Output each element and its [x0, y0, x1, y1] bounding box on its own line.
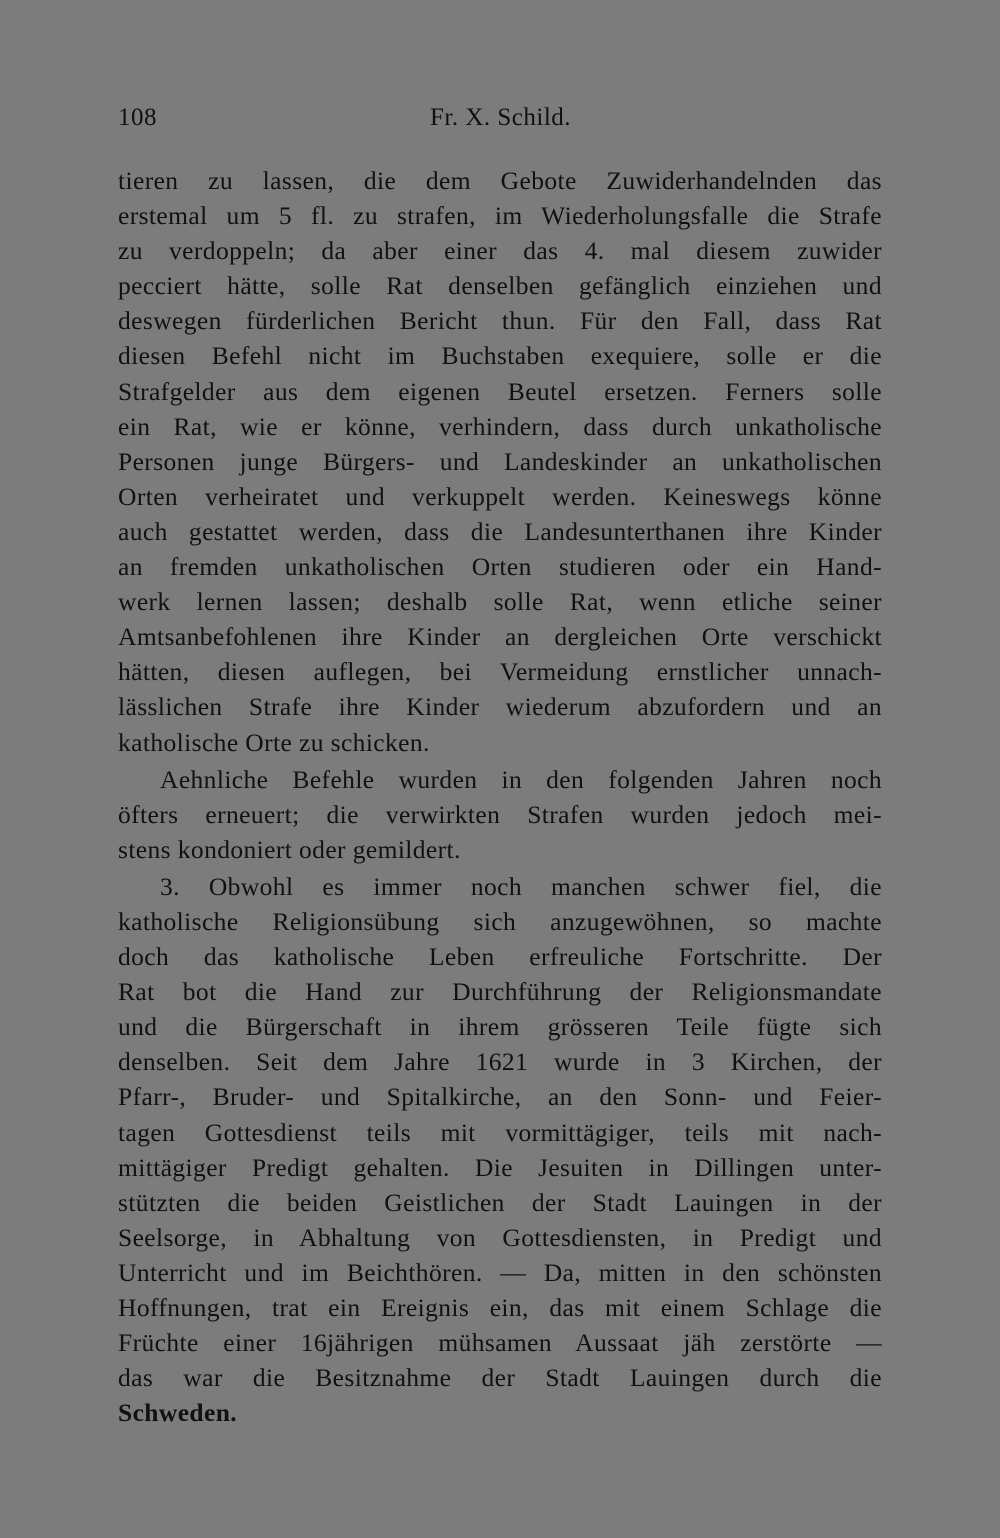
text-line: Orten verheiratet und verkuppelt werden. Keineswegs könne: [118, 481, 882, 511]
text-line: Seelsorge, in Abhaltung von Gottesdiensten, in Predigt und: [118, 1222, 882, 1252]
text-line: auch gestattet werden, dass die Landesunterthanen ihre Kinder: [118, 516, 882, 546]
paragraph-end-line: stens kondoniert oder gemildert.: [118, 834, 461, 864]
text-line: Rat bot die Hand zur Durchführung der Religionsmandate: [118, 977, 882, 1007]
text-line: Strafgelder aus dem eigenen Beutel ersetzen. Ferners solle: [118, 376, 882, 406]
text-line: doch das katholische Leben erfreuliche Fortschritte. Der: [118, 942, 882, 972]
text-line: Unterricht und im Beichthören. — Da, mitten in den schönsten: [118, 1257, 882, 1287]
body-text: [118, 163, 882, 1430]
text-line: pecciert hätte, solle Rat denselben gefänglich einziehen und: [118, 271, 882, 301]
paragraph-end-line: Schweden.: [118, 1398, 238, 1428]
text-line: öfters erneuert; die verwirkten Strafen wurden jedoch mei-: [118, 799, 882, 829]
paragraph-start-line: 3. Obwohl es immer noch manchen schwer fiel, die: [160, 871, 882, 901]
text-line: Hoffnungen, trat ein Ereignis ein, das mit einem Schlage die: [118, 1293, 882, 1322]
text-line: tagen Gottesdienst teils mit vormittägiger, teils mit nach-: [118, 1117, 882, 1147]
paragraph-end-line: katholische Orte zu schicken.: [118, 727, 430, 757]
text-line: deswegen fürderlichen Bericht thun. Für den Fall, dass Rat: [118, 306, 882, 336]
text-line: zu verdoppeln; da aber einer das 4. mal diesem zuwider: [118, 236, 882, 266]
page-header: [118, 104, 882, 140]
text-line: Amtsanbefohlenen ihre Kinder an dergleichen Orte verschickt: [118, 622, 882, 652]
text-line: werk lernen lassen; deshalb solle Rat, wenn etliche seiner: [118, 587, 882, 617]
text-line: lässlichen Strafe ihre Kinder wiederum abzufordern und an: [118, 692, 882, 722]
text-line: stützten die beiden Geistlichen der Stadt Lauingen in der: [118, 1187, 882, 1217]
text-line: tieren zu lassen, die dem Gebote Zuwiderhandelnden das: [118, 166, 882, 195]
text-line: Früchte einer 16jährigen mühsamen Aussaat jäh zerstörte —: [118, 1328, 882, 1358]
text-line: denselben. Seit dem Jahre 1621 wurde in 3 Kirchen, der: [118, 1047, 882, 1077]
running-head: Fr. X. Schild.: [430, 104, 572, 131]
text-line: das war die Besitznahme der Stadt Lauingen durch die: [118, 1363, 882, 1393]
text-line: mittägiger Predigt gehalten. Die Jesuiten in Dillingen unter-: [118, 1152, 882, 1182]
page-number: 108: [118, 104, 157, 131]
text-line: Pfarr-, Bruder- und Spitalkirche, an den Sonn- und Feier-: [118, 1082, 882, 1112]
text-line: an fremden unkatholischen Orten studieren oder ein Hand-: [118, 552, 882, 582]
text-line: ein Rat, wie er könne, verhindern, dass durch unkatholische: [118, 411, 882, 441]
paragraph-start-line: Aehnliche Befehle wurden in den folgenden Jahren noch: [160, 764, 882, 794]
text-line: Personen junge Bürgers- und Landeskinder an unkatholischen: [118, 446, 882, 476]
text-line: diesen Befehl nicht im Buchstaben exequiere, solle er die: [118, 341, 882, 371]
text-line: und die Bürgerschaft in ihrem grösseren Teile fügte sich: [118, 1012, 882, 1042]
text-line: katholische Religionsübung sich anzugewöhnen, so machte: [118, 906, 882, 936]
text-line: hätten, diesen auflegen, bei Vermeidung ernstlicher unnach-: [118, 657, 882, 687]
text-line: erstemal um 5 fl. zu strafen, im Wiederholungsfalle die Strafe: [118, 201, 882, 231]
